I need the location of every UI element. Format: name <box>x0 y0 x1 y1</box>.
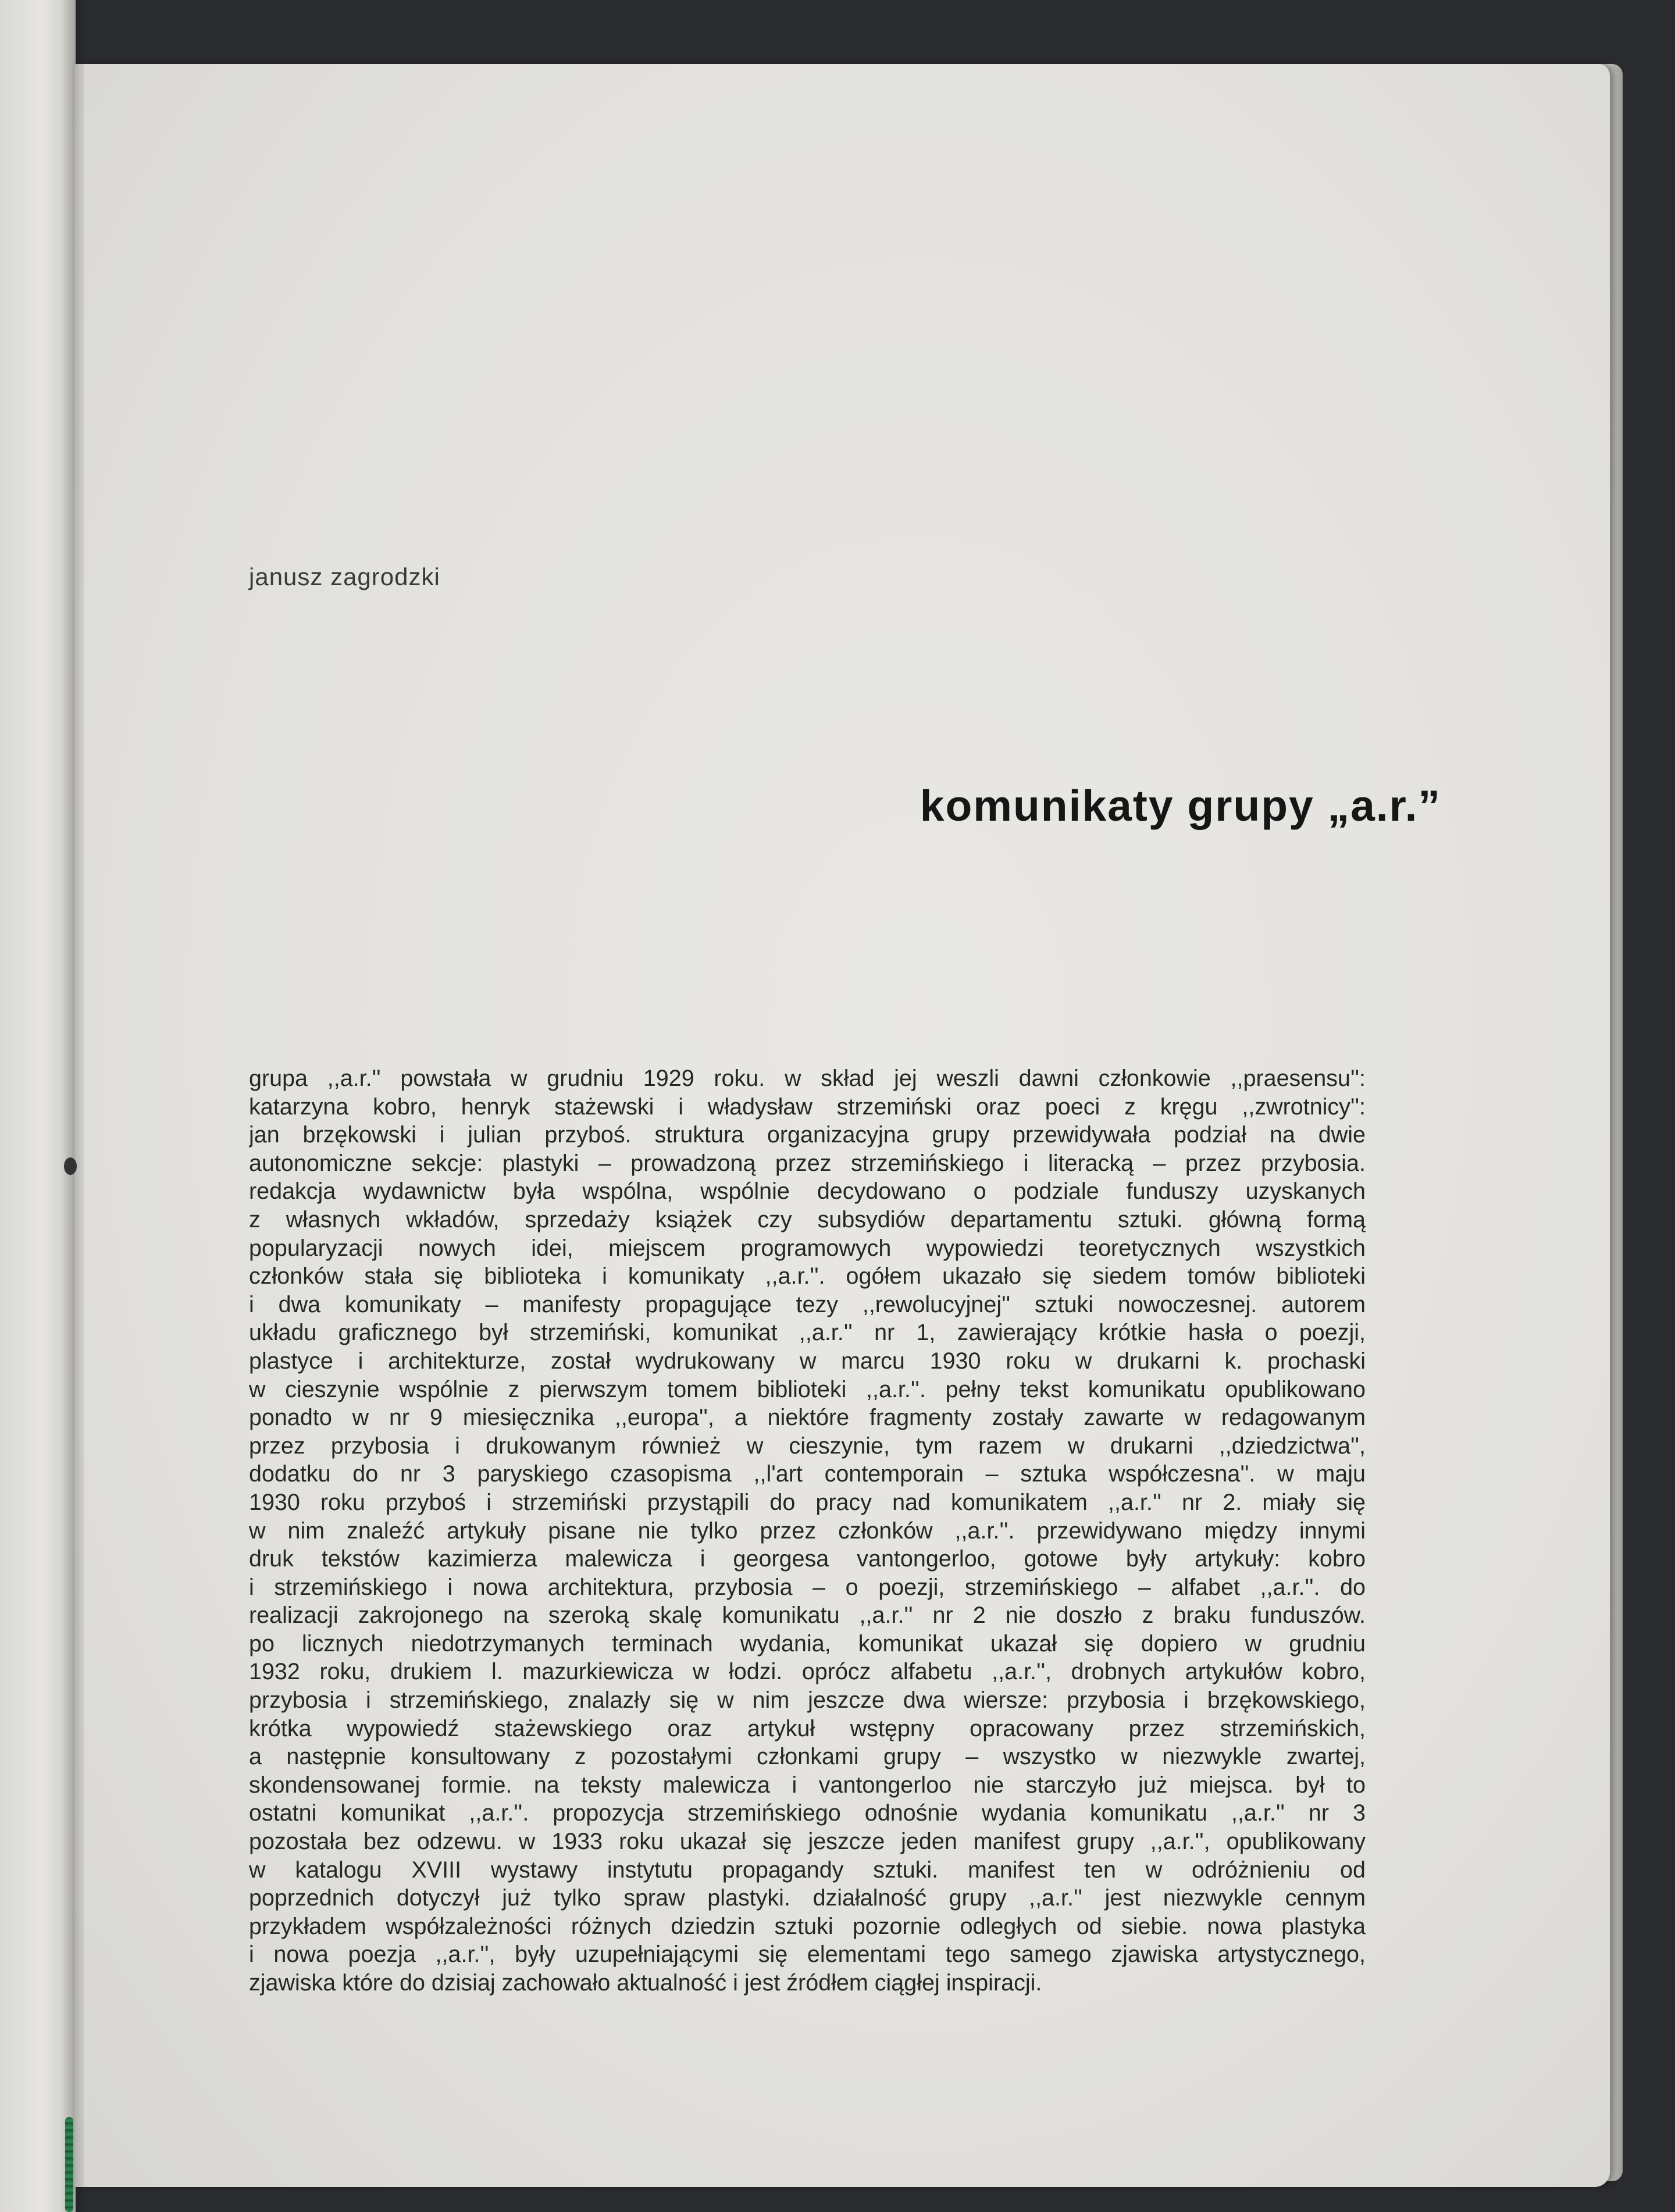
text-line: przykładem współzależności różnych dziedzin sztuki pozornie odległych od siebie. nowa plastyka <box>249 1913 1366 1939</box>
book-page <box>74 64 1610 2187</box>
text-line: pozostała bez odzewu. w 1933 roku ukazał się jeszcze jeden manifest grupy ,,a.r.'', opublikowany <box>249 1829 1366 1855</box>
binding-thread <box>65 2117 73 2212</box>
text-line: 1930 roku przyboś i strzemiński przystąpili do pracy nad komunikatem ,,a.r.'' nr 2. miały się <box>249 1489 1366 1515</box>
text-line: członków stała się biblioteka i komunikaty ,,a.r.''. ogółem ukazało się siedem tomów biblioteki <box>249 1263 1366 1290</box>
text-line: i nowa poezja ,,a.r.'', były uzupełniającymi się elementami tego samego zjawiska artystycznego, <box>249 1942 1366 1968</box>
text-line: 1932 roku, drukiem l. mazurkiewicza w łodzi. oprócz alfabetu ,,a.r.'', drobnych artykułów kobro, <box>249 1659 1366 1685</box>
text-line: popularyzacji nowych idei, miejscem programowych wypowiedzi teoretycznych wszystkich <box>249 1235 1366 1261</box>
text-line: w cieszynie wspólnie z pierwszym tomem biblioteki ,,a.r.''. pełny tekst komunikatu opublikowano <box>249 1376 1366 1402</box>
text-line: w nim znaleźć artykuły pisane nie tylko przez członków ,,a.r.''. przewidywano między innymi <box>249 1518 1366 1544</box>
text-line: przybosia i strzemińskiego, znalazły się w nim jeszcze dwa wiersze: przybosia i brzękowskiego, <box>249 1687 1366 1714</box>
text-line: z własnych wkładów, sprzedaży książek czy subsydiów departamentu sztuki. główną formą <box>249 1206 1366 1233</box>
article-title: komunikaty grupy „a.r.” <box>920 781 1441 830</box>
text-line: układu graficznego był strzemiński, komunikat ,,a.r.'' nr 1, zawierający krótkie hasła o poezji, <box>249 1320 1366 1346</box>
text-line: zjawiska które do dzisiaj zachowało aktualność i jest źródłem ciągłej inspiracji. <box>249 1970 1042 1996</box>
text-line: ostatni komunikat ,,a.r.''. propozycja strzemińskiego odnośnie wydania komunikatu ,,a.r.'' nr 3 <box>249 1800 1366 1826</box>
text-line: autonomiczne sekcje: plastyki – prowadzoną przez strzemińskiego i literacką – przez przybosia. <box>249 1150 1366 1176</box>
binding-hole <box>64 1157 77 1175</box>
text-line: i dwa komunikaty – manifesty propagujące tezy ,,rewolucyjnej'' sztuki nowoczesnej. autorem <box>249 1291 1366 1317</box>
text-line: realizacji zakrojonego na szeroką skalę komunikatu ,,a.r.'' nr 2 nie doszło z braku funduszów. <box>249 1602 1366 1629</box>
text-line: dodatku do nr 3 paryskiego czasopisma ,,l'art contemporain – sztuka współczesna''. w maju <box>249 1461 1366 1487</box>
text-line: w katalogu XVIII wystawy instytutu propagandy sztuki. manifest ten w odróżnieniu od <box>249 1857 1366 1883</box>
text-line: i strzemińskiego i nowa architektura, przybosia – o poezji, strzemińskiego – alfabet ,,a.r.''. do <box>249 1574 1366 1600</box>
text-line: jan brzękowski i julian przyboś. struktura organizacyjna grupy przewidywała podział na dwie <box>249 1122 1366 1148</box>
text-line: plastyce i architekturze, został wydrukowany w marcu 1930 roku w drukarni k. prochaski <box>249 1348 1366 1374</box>
text-line: grupa ,,a.r.'' powstała w grudniu 1929 roku. w skład jej weszli dawni członkowie ,,praesensu'': <box>249 1066 1366 1091</box>
text-line: skondensowanej formie. na teksty malewicza i vantongerloo nie starczyło już miejsca. był to <box>249 1772 1366 1798</box>
text-line: ponadto w nr 9 miesięcznika ,,europa'', a niektóre fragmenty zostały zawarte w redagowanym <box>249 1405 1366 1431</box>
text-line: a następnie konsultowany z pozostałymi członkami grupy – wszystko w niezwykle zwartej, <box>249 1744 1366 1770</box>
text-line: krótka wypowiedź stażewskiego oraz artykuł wstępny opracowany przez strzemińskich, <box>249 1715 1366 1741</box>
text-line: przez przybosia i drukowanym również w cieszynie, tym razem w drukarni ,,dziedzictwa'', <box>249 1433 1366 1459</box>
text-line: po licznych niedotrzymanych terminach wydania, komunikat ukazał się dopiero w grudniu <box>249 1630 1366 1657</box>
text-line: poprzednich dotyczył już tylko spraw plastyki. działalność grupy ,,a.r.'' jest niezwykle cennym <box>249 1885 1366 1911</box>
text-line: druk tekstów kazimierza malewicza i georgesa vantongerloo, gotowe były artykuły: kobro <box>249 1546 1366 1572</box>
spine-shadow <box>61 0 84 2212</box>
text-line: katarzyna kobro, henryk stażewski i władysław strzemiński oraz poeci z kręgu ,,zwrotnicy'': <box>249 1093 1366 1120</box>
author-name: janusz zagrodzki <box>249 563 440 590</box>
article-body <box>249 1064 1366 1997</box>
text-line: redakcja wydawnictw była wspólna, wspólnie decydowano o podziale funduszy uzyskanych <box>249 1178 1366 1205</box>
